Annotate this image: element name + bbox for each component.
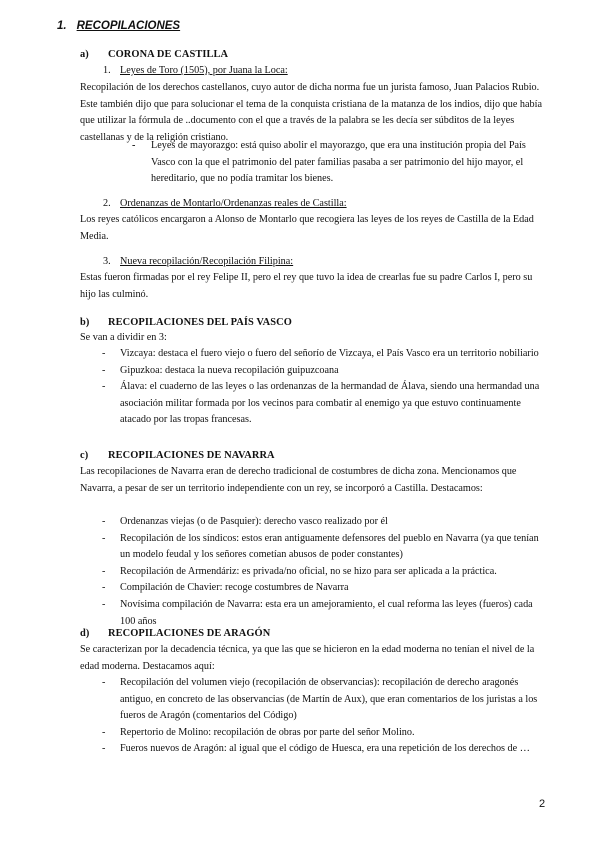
list-item-text: Repertorio de Molino: recopilación de obras por parte del señor Molino. — [120, 726, 415, 738]
list-item — [80, 346, 542, 363]
bullet-marker: - — [132, 140, 136, 151]
castilla-item-1-paragraph: Recopilación de los derechos castellanos, cuyo autor de dicha norma fue un jurista famoso, Juan Palacios Rubio. Este también dijo que para solucionar el tema de la conquista cristiana de la matanza de los indios, dijo que había que utilizar la fórmula de ..documento con el que a través de la palabra se les decía ser súbditos de la leyes castellanas y de la religión cristiano. — [80, 82, 542, 143]
list-item — [80, 725, 542, 742]
item-title: Leyes de Toro (1505), por Juana la Loca: — [120, 65, 288, 76]
section-c-heading — [80, 448, 275, 465]
main-heading — [57, 18, 180, 35]
list-item-text: Recopilación del volumen viejo (recopilación de observancias): recopilación de derecho aragonés antiguo, en concreto de las observancias (de Martín de Aux), que eran comentarios de los juristas a los fueros de Aragón (comentarios del Código) — [120, 677, 538, 722]
page-number: 2 — [539, 798, 546, 810]
main-heading-number: 1. — [57, 20, 67, 32]
section-d-heading — [80, 626, 270, 643]
bullet-marker: - — [102, 743, 106, 755]
castilla-item-3-paragraph: Estas fueron firmadas por el rey Felipe II, pero el rey que tuvo la idea de crearlas fue su padre Carlos I, pero su hijo las culminó. — [80, 272, 533, 300]
list-item — [80, 675, 542, 725]
item-title: Nueva recopilación/Recopilación Filipina: — [120, 256, 294, 267]
list-item-text: Novísima compilación de Navarra: esta era un amejoramiento, el cual reforma las leyes (fueros) cada 100 años — [120, 598, 533, 627]
list-item-text: Gipuzkoa: destaca la nueva recopilación guipuzcoana — [120, 364, 339, 376]
aragon-bullets — [80, 675, 542, 758]
list-item — [80, 564, 542, 581]
section-title: RECOPILACIONES DE ARAGÓN — [108, 628, 271, 639]
castilla-item-2-paragraph: Los reyes católicos encargaron a Alonso de Montarlo que recogiera las leyes de los reyes de Castilla de la Edad Media. — [80, 214, 534, 242]
list-item-text: Vizcaya: destaca el fuero viejo o fuero del señorío de Vizcaya, el País Vasco era un territorio nobiliario — [120, 348, 539, 359]
item-number: 2. — [103, 198, 111, 209]
navarra-intro: Las recopilaciones de Navarra eran de derecho tradicional de costumbres de dicha zona. Mencionamos que Navarra, a pesar de ser un territorio independiente con un rey, se incorporó a Castilla. Destacamos: — [80, 466, 517, 494]
list-item-text: Álava: el cuaderno de las leyes o las ordenanzas de la hermandad de Álava, siendo una hermandad una asociación militar formada por los vecinos para combatir al enemigo ya que estuvo continuamente atacado por las tropas francesas. — [120, 381, 540, 426]
castilla-item-1-heading — [103, 63, 288, 80]
bullet-marker: - — [102, 381, 106, 393]
section-a-heading — [80, 47, 228, 64]
list-item-text: Compilación de Chavier: recoge costumbres de Navarra — [120, 582, 349, 594]
bullet-marker: - — [102, 726, 106, 738]
bullet-marker: - — [102, 532, 106, 544]
castilla-item-3-heading — [103, 254, 293, 271]
bullet-marker: - — [102, 348, 106, 359]
bullet-marker: - — [102, 364, 106, 376]
item-number: 3. — [103, 256, 111, 267]
section-letter: c) — [80, 450, 89, 461]
bullet-marker: - — [102, 565, 106, 577]
list-item-text: Ordenanzas viejas (o de Pasquier): derecho vasco realizado por él — [120, 516, 388, 527]
section-letter: b) — [80, 317, 90, 328]
castilla-item-2-heading — [103, 196, 347, 213]
list-item — [80, 514, 542, 531]
list-item-text: Leyes de mayorazgo: está quiso abolir el mayorazgo, que era una institución propia del País Vasco con la que el patrimonio del pater familias pasaba a ser patrimonio del hijo mayor, el hereditario, que no podía tramitar los bienes. — [151, 140, 526, 185]
list-item — [80, 531, 542, 564]
bullet-marker: - — [102, 677, 106, 688]
bullet-marker: - — [102, 516, 106, 527]
list-item-text: Recopilación de Armendáriz: es privada/no oficial, no se hizo para ser aplicada a la práctica. — [120, 565, 497, 577]
list-item-text: Fueros nuevos de Aragón: al igual que el código de Huesca, era una repetición de los derechos de … — [120, 743, 530, 755]
vasco-intro: Se van a dividir en 3: — [80, 332, 167, 343]
list-item — [80, 363, 542, 380]
castilla-item-1-bullets — [132, 138, 542, 188]
list-item — [80, 580, 542, 597]
item-title: Ordenanzas de Montarlo/Ordenanzas reales de Castilla: — [120, 198, 347, 209]
section-letter: a) — [80, 49, 89, 60]
section-title: CORONA DE CASTILLA — [108, 49, 229, 60]
aragon-intro: Se caracterizan por la decadencia técnica, ya que las que se hicieron en la edad moderna no tenían el nivel de la edad moderna. Destacamos aquí: — [80, 644, 535, 672]
list-item — [80, 741, 542, 758]
bullet-marker: - — [102, 598, 106, 610]
item-number: 1. — [103, 65, 111, 76]
main-heading-title: RECOPILACIONES — [76, 20, 181, 32]
list-item — [132, 138, 542, 188]
bullet-marker: - — [102, 582, 106, 594]
list-item — [80, 379, 542, 429]
navarra-bullets — [80, 514, 542, 630]
vasco-bullets — [80, 346, 542, 429]
section-title: RECOPILACIONES DEL PAÍS VASCO — [108, 317, 292, 328]
list-item-text: Recopilación de los síndicos: estos eran antiguamente defensores del pueblo en Navarra (ya que tenían un modelo feudal y los señores cometían abusos de poder constantes) — [120, 532, 539, 561]
section-title: RECOPILACIONES DE NAVARRA — [108, 450, 275, 461]
section-letter: d) — [80, 628, 90, 639]
